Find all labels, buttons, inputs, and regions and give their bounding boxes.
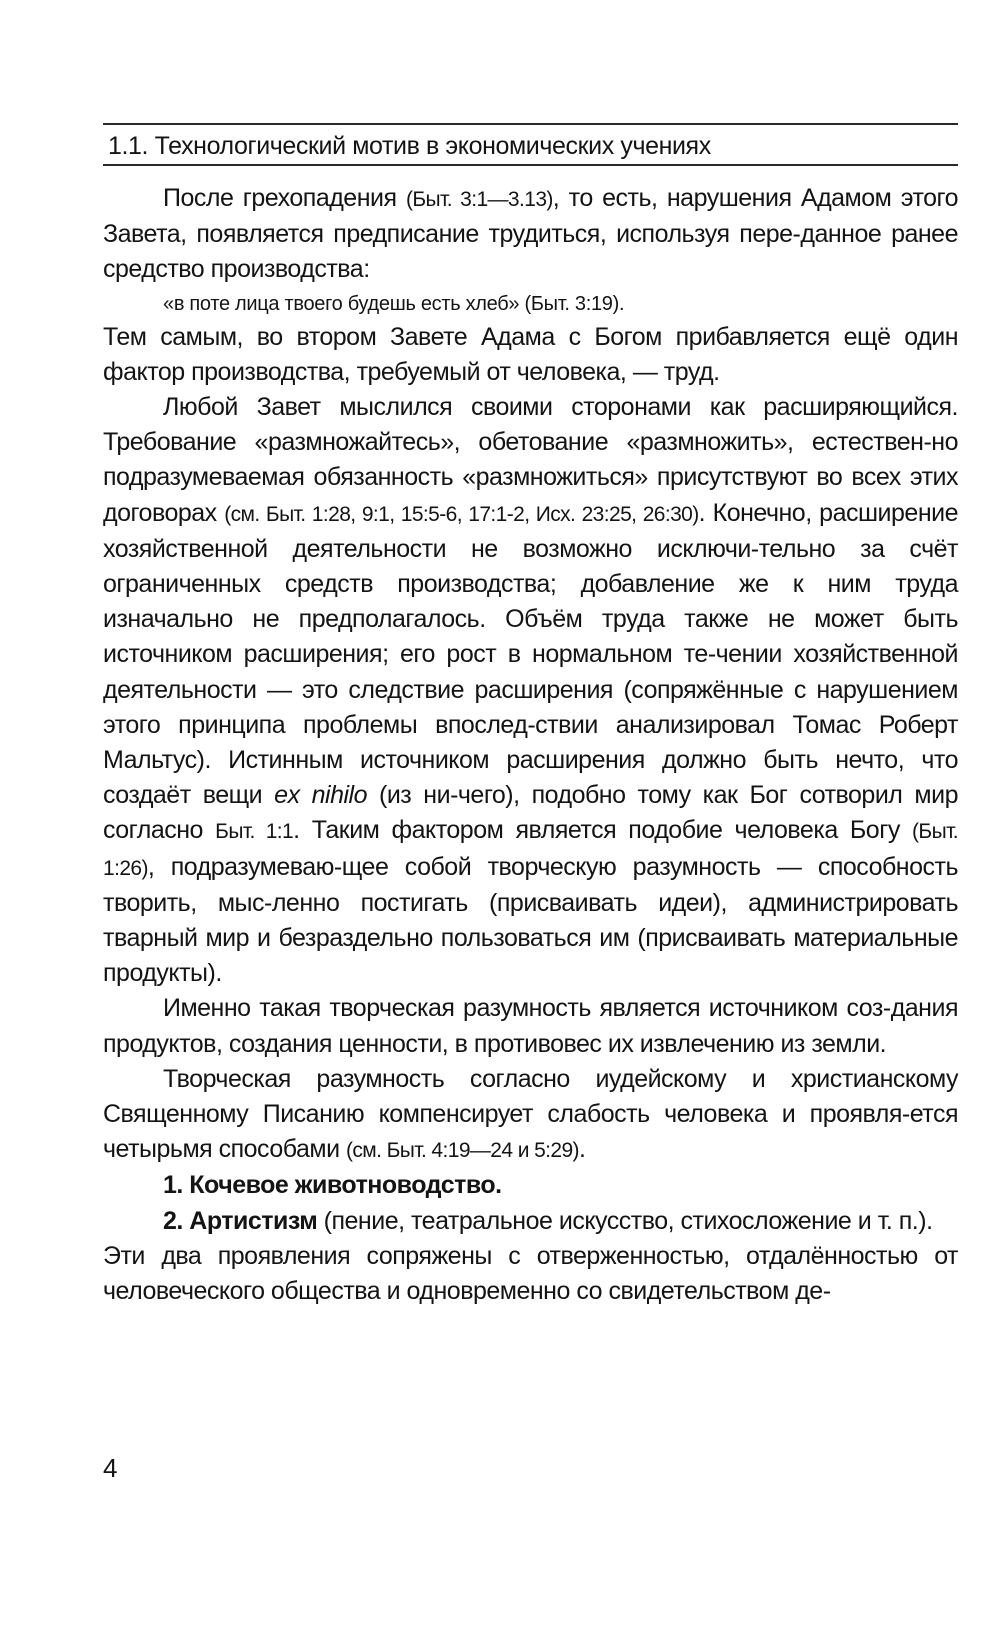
- paragraph-6: Эти два проявления сопряжены с отверженностью, отдалённостью от человеческого общества и одновременно со свидетельством де-: [103, 1241, 958, 1306]
- p3-reference-3: (Быт. 1:26): [103, 820, 958, 880]
- p3-end: , подразумеваю-щее собой творческую разумность — способность творить, мыс-ленно постигать (присваивать идеи), администрировать тварный мир и безраздельно пользоваться им (присваивать материальные продукты).: [103, 852, 958, 988]
- list-item-bold: Артистизм: [189, 1206, 318, 1235]
- list-item-bold: Кочевое животноводство.: [189, 1171, 502, 1200]
- p1-reference: (Быт. 3:1—3.13): [405, 188, 553, 211]
- page-number: 4: [103, 1453, 118, 1483]
- p1-start: После грехопадения: [163, 184, 406, 212]
- header-rule-bottom: [103, 164, 958, 166]
- numbered-list: [103, 1168, 958, 1238]
- paragraph-3: [103, 390, 958, 991]
- p5-reference: (см. Быт. 4:19—24 и 5:29): [346, 1139, 579, 1163]
- p5-end: .: [578, 1135, 586, 1164]
- paragraph-1: [103, 181, 958, 288]
- body-text: [103, 181, 958, 1309]
- list-item-rest: (пение, театральное искусство, стихосложение и т. п.).: [317, 1206, 933, 1235]
- header-rule-top: [103, 123, 958, 125]
- p3-italic-phrase: ex nihilo: [274, 781, 367, 810]
- list-item-number: 1.: [163, 1171, 190, 1200]
- quote-reference: (Быт. 3:19).: [524, 292, 625, 315]
- scripture-quote: [103, 288, 958, 320]
- list-item: [103, 1204, 958, 1239]
- p3-mid-2: (из ни-чего), подобно тому как Бог сотворил мир согласно: [103, 781, 958, 845]
- list-item: [103, 1168, 958, 1203]
- paragraph-2: Тем самым, во втором Завете Адама с Богом прибавляется ещё один фактор производства, требуемый от человека, — труд.: [103, 322, 958, 386]
- p3-start: Любой Завет мыслился своими сторонами как расширяющийся. Требование «размножайтесь», обетование «размножить», естествен-но подразумеваемая обязанность «размножиться» присутствуют во всех этих договорах: [103, 393, 958, 527]
- paragraph-5: [103, 1062, 958, 1169]
- p1-end: , то есть, нарушения Адамом этого Завета, появляется предписание трудиться, используя пере-данное ранее средство производства:: [103, 184, 959, 284]
- list-item-number: 2.: [163, 1206, 190, 1235]
- running-title: 1.1. Технологический мотив в экономических учениях: [108, 132, 711, 160]
- p5-start: Творческая разумность согласно иудейскому и христианскому Священному Писанию компенсирует слабость человека и проявля-ется четырьмя способами: [103, 1064, 958, 1164]
- quote-text: «в поте лица твоего будешь есть хлеб»: [163, 292, 525, 315]
- p3-mid-3: . Таким фактором является подобие человека Богу: [293, 816, 912, 845]
- p3-reference-2: Быт. 1:1: [215, 820, 294, 844]
- p3-mid-1: . Конечно, расширение хозяйственной деятельности не возможно исключи-тельно за счёт ограниченных средств производства; добавление же к ним труда изначально не предполагалось. Объём труда также не может быть источником расширения; его рост в нормальном те-чении хозяйственной деятельности — это следствие расширения (сопряжённые с нарушением этого принципа проблемы впослед-ствии анализировал Томас Роберт Мальтус). Истинным источником расширения должно быть нечто, что создаёт вещи: [103, 498, 958, 810]
- p3-reference-1: (см. Быт. 1:28, 9:1, 15:5-6, 17:1-2, Исх. 23:25, 26:30): [224, 502, 699, 526]
- paragraph-4: Именно такая творческая разумность является источником соз-дания продуктов, создания ценности, в противовес их извлечению из земли.: [103, 994, 958, 1058]
